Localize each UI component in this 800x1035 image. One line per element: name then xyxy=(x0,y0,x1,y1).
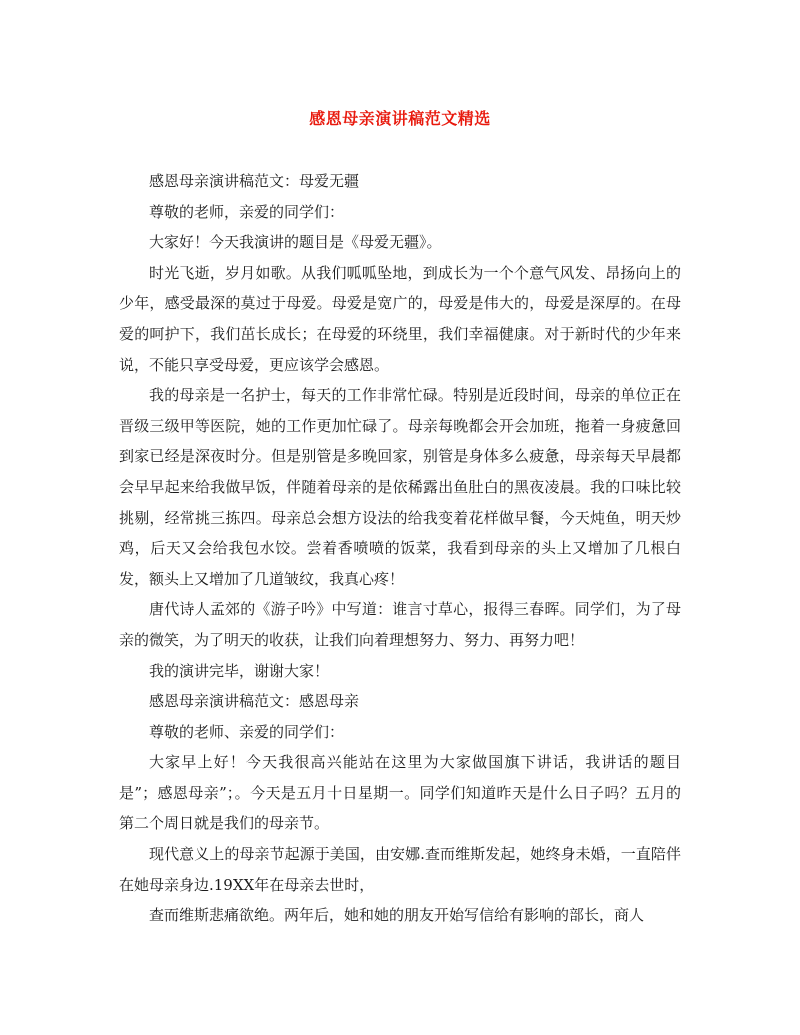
paragraph: 查而维斯悲痛欲绝。两年后，她和她的朋友开始写信给有影响的部长，商人 xyxy=(149,906,645,925)
paragraph: 时光飞逝，岁月如歌。从我们呱呱坠地，到成长为一个个意气风发、昂扬向上的少年，感受最深的莫过于母爱。母爱是宽广的，母爱是伟大的，母爱是深厚的。在母爱的呵护下，我们茁长成长；在母爱的环绕里，我们幸福健康。对于新时代的少年来说，不能只享受母爱，更应该学会感恩。 xyxy=(119,263,681,374)
paragraph: 尊敬的老师，亲爱的同学们： xyxy=(149,202,345,221)
paragraph: 大家好！今天我演讲的题目是《母爱无疆》。 xyxy=(149,233,442,252)
paragraph: 唐代诗人孟郊的《游子吟》中写道：谁言寸草心，报得三春晖。同学们，为了母亲的微笑，为了明天的收获，让我们向着理想努力、努力、再努力吧！ xyxy=(119,600,681,649)
paragraph: 尊敬的老师、亲爱的同学们： xyxy=(149,722,345,741)
paragraph: 大家早上好！今天我很高兴能站在这里为大家做国旗下讲话，我讲话的题目是”；感恩母亲”；。今天是五月十日星期一。同学们知道昨天是什么日子吗？五月的第二个周日就是我们的母亲节。 xyxy=(119,753,681,833)
paragraph: 现代意义上的母亲节起源于美国，由安娜.查而维斯发起，她终身未婚，一直陪伴在她母亲身边.19XX年在母亲去世时， xyxy=(119,845,681,894)
paragraph: 我的母亲是一名护士，每天的工作非常忙碌。特别是近段时间，母亲的单位正在晋级三级甲等医院，她的工作更加忙碌了。母亲每晚都会开会加班，拖着一身疲惫回到家已经是深夜时分。但是别管是多晚回家，别管是身体多么疲惫，母亲每天早晨都会早早起来给我做早饭，伴随着母亲的是依稀露出鱼肚白的黑夜凌晨。我的口味比较挑剔，经常挑三拣四。母亲总会想方设法的给我变着花样做早餐，今天炖鱼，明天炒鸡，后天又会给我包水饺。尝着香喷喷的饭菜，我看到母亲的头上又增加了几根白发，额头上又增加了几道皱纹，我真心疼！ xyxy=(119,386,681,588)
paragraph: 我的演讲完毕，谢谢大家！ xyxy=(149,661,330,680)
document-title: 感恩母亲演讲稿范文精选 xyxy=(309,109,491,128)
paragraph: 感恩母亲演讲稿范文：感恩母亲 xyxy=(149,692,360,711)
paragraph: 感恩母亲演讲稿范文：母爱无疆 xyxy=(149,172,360,190)
document-body xyxy=(119,166,681,931)
